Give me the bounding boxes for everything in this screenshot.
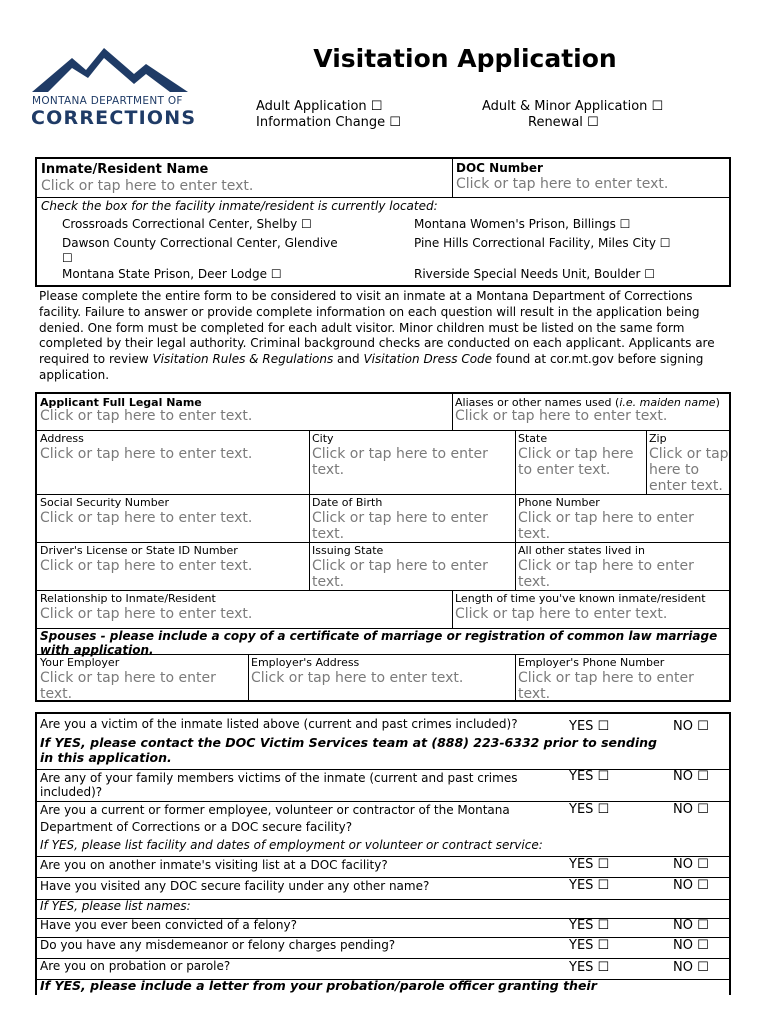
state-label: State [518,432,548,445]
length-known-input[interactable]: Click or tap here to enter text. [455,606,668,622]
q4-yes-checkbox[interactable]: YES ☐ [569,857,610,872]
facility-msp-checkbox[interactable]: Montana State Prison, Deer Lodge ☐ [62,267,282,281]
state-input[interactable]: Click or tap here to enter text. [518,446,634,478]
zip-input[interactable]: Click or tap here to enter text. [649,446,729,494]
q1-no-checkbox[interactable]: NO ☐ [673,719,709,734]
mountains-icon [30,44,190,94]
question-employee-l1: Are you a current or former employee, volunteer or contractor of the Montana [40,803,510,817]
victim-services-note: If YES, please contact the DOC Victim Services team at (888) 223-6332 prior to sending in this application. [40,735,657,765]
inmate-section [35,157,731,287]
question-victim: Are you a victim of the inmate listed above (current and past crimes included)? [40,717,518,731]
facility-riverside-checkbox[interactable]: Riverside Special Needs Unit, Boulder ☐ [414,267,656,281]
doc-number-input[interactable]: Click or tap here to enter text. [456,176,669,192]
page-title: Visitation Application [313,44,617,73]
instructions-paragraph: Please complete the entire form to be considered to visit an inmate at a Montana Department of Corrections facility. Failure to answer or provide complete information on each question will result in the application being denied. One form must be completed for each adult visitor. Minor children must be listed on the same form completed by their legal authority. Criminal background checks are conducted on each applicant. Applicants are required to review Visitation Rules & Regulations and Visitation Dress Code found at cor.mt.gov before signing application. [39,289,715,382]
question-other-list: Are you on another inmate's visiting list at a DOC facility? [40,858,388,872]
length-known-label: Length of time you've known inmate/resident [455,592,706,605]
renewal-checkbox[interactable]: Renewal ☐ [528,115,599,130]
license-input[interactable]: Click or tap here to enter text. [40,558,253,574]
employer-phone-label: Employer's Phone Number [518,656,665,669]
employer-address-input[interactable]: Click or tap here to enter text. [251,670,464,686]
issuing-state-label: Issuing State [312,544,384,557]
phone-label: Phone Number [518,496,600,509]
q1-yes-checkbox[interactable]: YES ☐ [569,719,610,734]
other-states-label: All other states lived in [518,544,645,557]
ssn-input[interactable]: Click or tap here to enter text. [40,510,253,526]
applicant-name-input[interactable]: Click or tap here to enter text. [40,408,253,424]
facility-instruction: Check the box for the facility inmate/resident is currently located: [41,199,438,213]
question-felony: Have you ever been convicted of a felony? [40,918,297,932]
doc-number-label: DOC Number [456,161,543,175]
q6-yes-checkbox[interactable]: YES ☐ [569,918,610,933]
city-input[interactable]: Click or tap here to enter text. [312,446,488,478]
question-probation: Are you on probation or parole? [40,959,231,973]
phone-input[interactable]: Click or tap here to enter text. [518,510,694,542]
aliases-label: Aliases or other names used (i.e. maiden name) [455,396,720,409]
spouses-note: Spouses - please include a copy of a certificate of marriage or registration of common law marriage with application. [40,629,718,657]
employer-phone-input[interactable]: Click or tap here to enter text. [518,670,694,702]
employee-note: If YES, please list facility and dates of employment or volunteer or contract service: [40,838,543,852]
q8-no-checkbox[interactable]: NO ☐ [673,960,709,975]
q5-no-checkbox[interactable]: NO ☐ [673,878,709,893]
dress-code-reference: Visitation Dress Code [363,352,493,367]
adult-application-checkbox[interactable]: Adult Application ☐ [256,99,383,114]
inmate-name-input[interactable]: Click or tap here to enter text. [41,178,254,194]
inmate-name-label: Inmate/Resident Name [41,162,209,177]
city-label: City [312,432,334,445]
agency-line-1: MONTANA DEPARTMENT OF [32,95,183,107]
applicant-section [35,392,731,702]
applicant-name-label: Applicant Full Legal Name [40,396,202,409]
employer-input[interactable]: Click or tap here to enter text. [40,670,216,702]
facility-dawson-checkbox[interactable]: ☐ [62,251,73,265]
facility-womens-prison-checkbox[interactable]: Montana Women's Prison, Billings ☐ [414,217,631,231]
question-family-victims-l2: included)? [40,785,103,799]
dob-input[interactable]: Click or tap here to enter text. [312,510,488,542]
other-states-input[interactable]: Click or tap here to enter text. [518,558,694,590]
information-change-checkbox[interactable]: Information Change ☐ [256,115,401,130]
issuing-state-input[interactable]: Click or tap here to enter text. [312,558,488,590]
facility-dawson-label: Dawson County Correctional Center, Glendive [62,236,338,250]
q7-yes-checkbox[interactable]: YES ☐ [569,938,610,953]
question-other-name: Have you visited any DOC secure facility under any other name? [40,879,430,893]
q4-no-checkbox[interactable]: NO ☐ [673,857,709,872]
employer-address-label: Employer's Address [251,656,360,669]
facility-pine-hills-checkbox[interactable]: Pine Hills Correctional Facility, Miles City ☐ [414,236,671,250]
zip-label: Zip [649,432,667,445]
license-label: Driver's License or State ID Number [40,544,238,557]
ssn-label: Social Security Number [40,496,169,509]
question-charges-pending: Do you have any misdemeanor or felony charges pending? [40,938,396,952]
q5-yes-checkbox[interactable]: YES ☐ [569,878,610,893]
probation-note: If YES, please include a letter from your probation/parole officer granting their [40,978,597,993]
aliases-input[interactable]: Click or tap here to enter text. [455,408,668,424]
address-input[interactable]: Click or tap here to enter text. [40,446,253,462]
agency-line-2: CORRECTIONS [31,107,197,129]
montana-doc-logo [30,44,197,130]
question-family-victims-l1: Are any of your family members victims of the inmate (current and past crimes [40,771,518,785]
question-employee-l2: Department of Corrections or a DOC secure facility? [40,820,353,834]
q8-yes-checkbox[interactable]: YES ☐ [569,960,610,975]
q6-no-checkbox[interactable]: NO ☐ [673,918,709,933]
relationship-label: Relationship to Inmate/Resident [40,592,216,605]
dob-label: Date of Birth [312,496,383,509]
q7-no-checkbox[interactable]: NO ☐ [673,938,709,953]
rules-reference: Visitation Rules & Regulations [152,352,334,367]
address-label: Address [40,432,84,445]
other-name-note: If YES, please list names: [40,899,191,913]
q2-yes-checkbox[interactable]: YES ☐ [569,769,610,784]
adult-minor-application-checkbox[interactable]: Adult & Minor Application ☐ [482,99,664,114]
q2-no-checkbox[interactable]: NO ☐ [673,769,709,784]
relationship-input[interactable]: Click or tap here to enter text. [40,606,253,622]
facility-crossroads-checkbox[interactable]: Crossroads Correctional Center, Shelby ☐ [62,217,312,231]
q3-no-checkbox[interactable]: NO ☐ [673,802,709,817]
employer-label: Your Employer [40,656,120,669]
q3-yes-checkbox[interactable]: YES ☐ [569,802,610,817]
